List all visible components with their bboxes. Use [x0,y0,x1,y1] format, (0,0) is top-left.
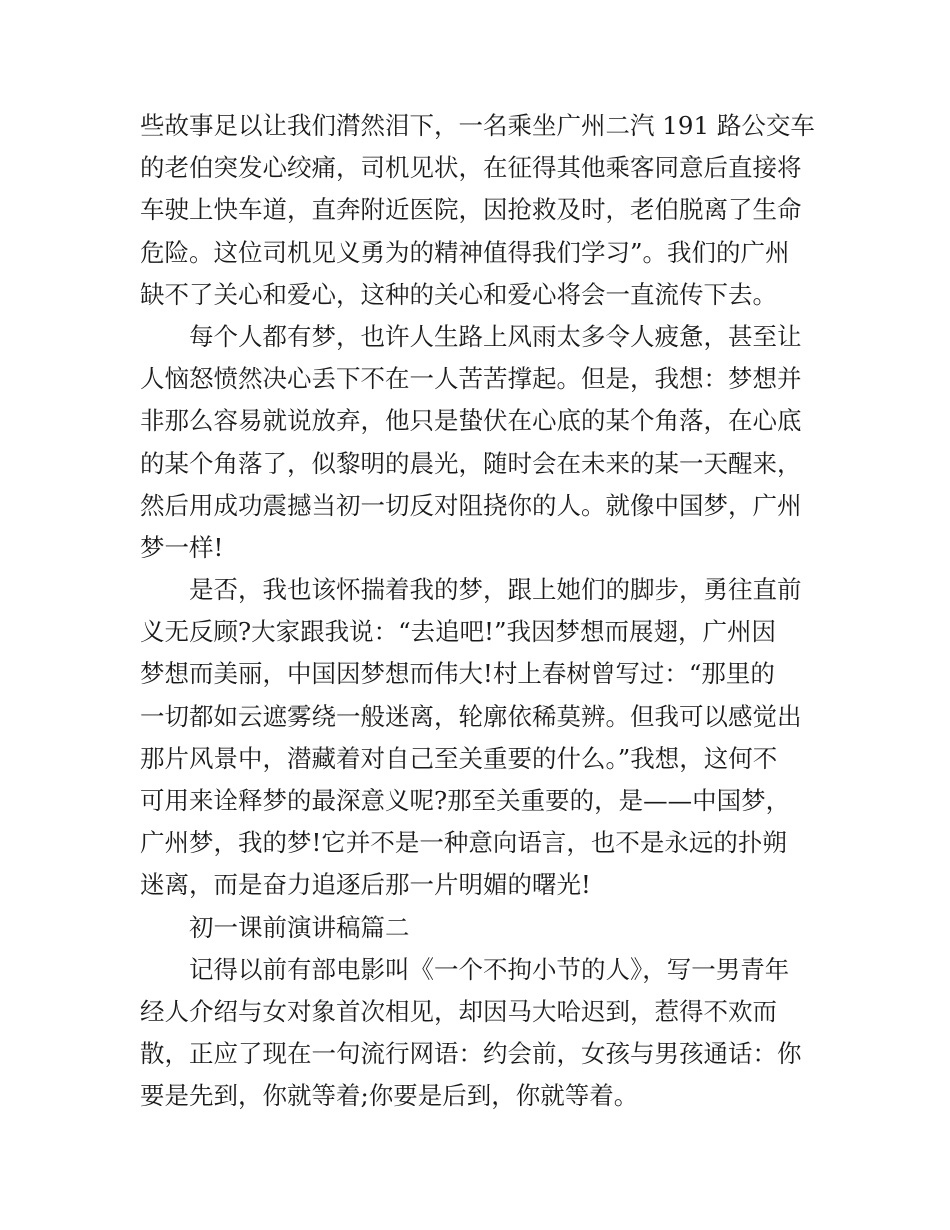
text-line: 非那么容易就说放弃，他只是蛰伏在心底的某个角落，在心底 [140,406,802,436]
text-line: 可用来诠释梦的最深意义呢?那至关重要的，是——中国梦， [140,786,791,815]
text-line: 缺不了关心和爱心，这种的关心和爱心将会一直流传下去。 [140,279,777,309]
text-line: 要是先到，你就等着;你要是后到，你就等着。 [140,1081,639,1111]
text-line: 梦一样! [140,532,224,562]
text-line: 记得以前有部电影叫《一个不拘小节的人》，写一男青年 [189,954,790,984]
text-line: 危险。这位司机见义勇为的精神值得我们学习”。我们的广州 [140,237,790,267]
document-body [140,105,820,1118]
text-line: 是否，我也该怀揣着我的梦，跟上她们的脚步，勇往直前 [189,575,802,605]
text-line: 散，正应了现在一句流行网语：约会前，女孩与男孩通话：你 [140,1039,802,1069]
text-line: 义无反顾?大家跟我说：“去追吧!”我因梦想而展翅，广州因 [140,617,777,647]
text-line: 初一课前演讲稿篇二 [189,912,410,942]
text-line: 人恼怒愤然决心丢下不在一人苦苦撑起。但是，我想：梦想并 [140,364,802,394]
text-line: 那片风景中，潜藏着对自己至关重要的什么。”我想，这何不 [140,743,778,773]
text-line: 迷离，而是奋力追逐后那一片明媚的曙光! [140,870,591,900]
text-line: 梦想而美丽，中国因梦想而伟大!村上春树曾写过：“那里的 [140,659,775,689]
text-line: 广州梦，我的梦!它并不是一种意向语言，也不是永远的扑朔 [140,828,787,858]
text-line: 一切都如云遮雾绕一般迷离，轮廓依稀莫辨。但我可以感觉出 [140,701,802,731]
text-line: 的某个角落了，似黎明的晨光，随时会在未来的某一天醒来， [140,448,802,478]
text-line: 的老伯突发心绞痛，司机见状，在征得其他乘客同意后直接将 [140,153,802,183]
text-line: 经人介绍与女对象首次相见，却因马大哈迟到，惹得不欢而 [140,996,777,1026]
text-line: 些故事足以让我们潸然泪下，一名乘坐广州二汽 191 路公交车 [140,111,815,140]
text-line: 车驶上快车道，直奔附近医院，因抢救及时，老伯脱离了生命 [140,195,802,225]
text-line: 然后用成功震撼当初一切反对阻挠你的人。就像中国梦，广州 [140,490,802,520]
text-line: 每个人都有梦，也许人生路上风雨太多令人疲惫，甚至让 [189,321,802,351]
